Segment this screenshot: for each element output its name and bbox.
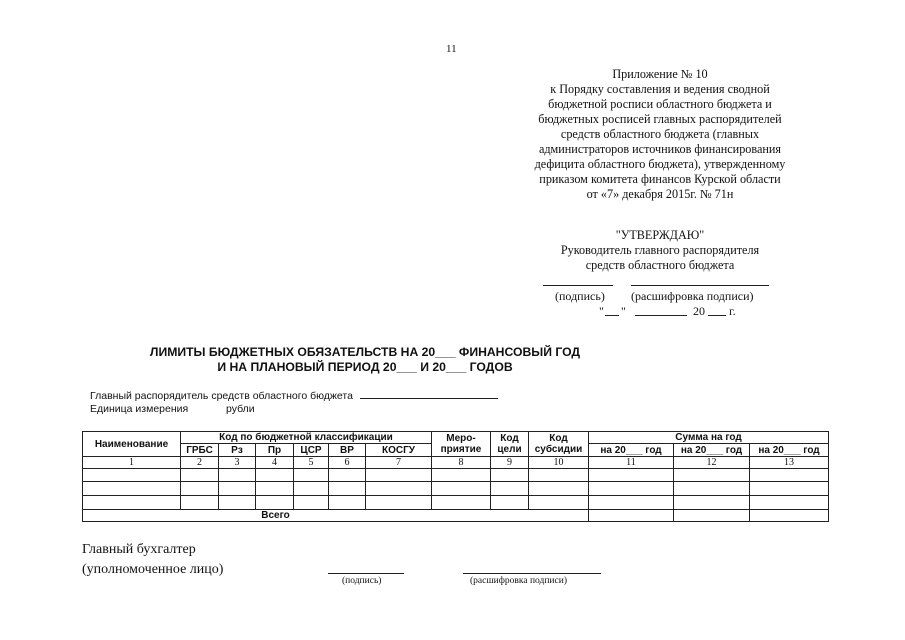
- header-event-line: приятие: [440, 444, 482, 455]
- table-cell: [674, 469, 750, 482]
- table-cell: [83, 496, 181, 510]
- column-number: 5: [294, 457, 329, 469]
- table-cell: [750, 482, 829, 496]
- decode-line: [631, 285, 769, 286]
- footer-signature-line: [328, 573, 404, 574]
- header-rz: Рз: [219, 444, 256, 457]
- limits-table: [82, 431, 829, 522]
- signature-line: [543, 285, 613, 286]
- header-event-line: Меро-: [446, 433, 476, 444]
- header-vr: ВР: [329, 444, 366, 457]
- manager-fill-line: [360, 390, 498, 399]
- header-kosgu: КОСГУ: [366, 444, 432, 457]
- table-cell: [329, 496, 366, 510]
- unit-value: рубли: [226, 403, 255, 415]
- table-cell: [219, 482, 256, 496]
- header-classification: Код по бюджетной классификации: [181, 432, 432, 444]
- table-cell: [589, 469, 674, 482]
- table-cell: [432, 496, 491, 510]
- column-number: 2: [181, 457, 219, 469]
- table-cell: [329, 482, 366, 496]
- table-cell: [366, 496, 432, 510]
- manager-row: [90, 390, 498, 403]
- table-cell: [750, 496, 829, 510]
- appendix-line: дефицита областного бюджета), утвержденному: [534, 157, 786, 171]
- column-number: 13: [750, 457, 829, 469]
- table-cell: [674, 510, 750, 522]
- footer-decode-label: (расшифровка подписи): [470, 576, 567, 586]
- appendix-line: бюджетной росписи областного бюджета и: [548, 97, 772, 111]
- table-cell: [432, 482, 491, 496]
- table-cell: [529, 496, 589, 510]
- unit-row: [90, 403, 498, 416]
- column-number: 12: [674, 457, 750, 469]
- table-cell: [750, 510, 829, 522]
- approval-stamp: "УТВЕРЖДАЮ": [615, 228, 705, 242]
- table-cell: [432, 469, 491, 482]
- header-goal: [491, 432, 529, 457]
- column-number: 1: [83, 457, 181, 469]
- column-number: 3: [219, 457, 256, 469]
- header-year-2: на 20___ год: [674, 444, 750, 457]
- footer-line: Главный бухгалтер: [82, 542, 196, 557]
- date-year-line: [708, 315, 726, 316]
- column-number: 6: [329, 457, 366, 469]
- approval-line: Руководитель главного распорядителя: [560, 243, 760, 257]
- header-csr: ЦСР: [294, 444, 329, 457]
- table-cell: [674, 482, 750, 496]
- table-cell: [589, 510, 674, 522]
- table-cell: [750, 469, 829, 482]
- footer-block: [82, 540, 223, 580]
- column-number: 7: [366, 457, 432, 469]
- table-cell: [219, 469, 256, 482]
- header-row: [83, 432, 829, 444]
- table-cell: [529, 469, 589, 482]
- total-row: [83, 510, 829, 522]
- date-month-line: [635, 315, 687, 316]
- header-sum: Сумма на год: [589, 432, 829, 444]
- manager-label: Главный распорядитель средств областного бюджета: [90, 390, 353, 402]
- table-cell: [674, 496, 750, 510]
- table-cell: [256, 496, 294, 510]
- meta-block: [90, 390, 498, 416]
- title-line: И НА ПЛАНОВЫЙ ПЕРИОД 20___ И 20___ ГОДОВ: [217, 360, 513, 374]
- table-cell: [181, 469, 219, 482]
- header-name: Наименование: [83, 432, 181, 457]
- appendix-block: [530, 67, 790, 202]
- table-cell: [491, 482, 529, 496]
- footer-line: (уполномоченное лицо): [82, 562, 224, 577]
- date-year-suffix: г.: [729, 304, 736, 318]
- date-quote-close: ": [621, 304, 626, 318]
- signature-label: (подпись): [555, 289, 605, 303]
- column-number-row: [83, 457, 829, 469]
- header-year-1: на 20___ год: [589, 444, 674, 457]
- table-cell: [529, 482, 589, 496]
- column-number: 8: [432, 457, 491, 469]
- table-row: [83, 496, 829, 510]
- column-number: 9: [491, 457, 529, 469]
- footer-decode-line: [463, 573, 601, 574]
- table-cell: [256, 469, 294, 482]
- footer-signature-area: [320, 570, 620, 595]
- table-cell: [181, 496, 219, 510]
- table-row: [83, 482, 829, 496]
- header-subsidy-line: субсидии: [534, 444, 583, 455]
- appendix-line: от «7» декабря 2015г. № 71н: [586, 187, 734, 201]
- table-cell: [294, 469, 329, 482]
- approval-block: [530, 228, 790, 273]
- column-number: 4: [256, 457, 294, 469]
- appendix-line: приказом комитета финансов Курской области: [539, 172, 781, 186]
- appendix-line: к Порядку составления и ведения сводной: [550, 82, 770, 96]
- footer-signature-label: (подпись): [342, 576, 382, 586]
- table-cell: [366, 469, 432, 482]
- table-cell: [219, 496, 256, 510]
- table-cell: [294, 482, 329, 496]
- table-cell: [366, 482, 432, 496]
- header-grbs: ГРБС: [181, 444, 219, 457]
- table-cell: [181, 482, 219, 496]
- header-goal-line: цели: [497, 444, 522, 455]
- header-event: [432, 432, 491, 457]
- table-cell: [329, 469, 366, 482]
- appendix-line: средств областного бюджета (главных: [560, 127, 760, 141]
- header-subsidy-line: Код: [549, 433, 568, 444]
- page-number: 11: [446, 43, 457, 55]
- column-number: 10: [529, 457, 589, 469]
- appendix-line: Приложение № 10: [612, 67, 708, 81]
- table-cell: [589, 482, 674, 496]
- approval-signature-area: [543, 277, 773, 327]
- header-year-3: на 20___ год: [750, 444, 829, 457]
- table-cell: [589, 496, 674, 510]
- table-cell: [491, 469, 529, 482]
- unit-label: Единица измерения: [90, 403, 189, 415]
- title-line: ЛИМИТЫ БЮДЖЕТНЫХ ОБЯЗАТЕЛЬСТВ НА 20___ ФИНАНСОВЫЙ ГОД: [149, 345, 581, 359]
- date-day-line: [605, 315, 619, 316]
- header-pr: Пр: [256, 444, 294, 457]
- header-subsidy: [529, 432, 589, 457]
- date-year-prefix: 20: [693, 304, 705, 318]
- appendix-line: администраторов источников финансирования: [538, 142, 782, 156]
- table-row: [83, 469, 829, 482]
- table-cell: [83, 482, 181, 496]
- table-cell: [491, 496, 529, 510]
- column-number: 11: [589, 457, 674, 469]
- appendix-line: бюджетных росписей главных распорядителей: [538, 112, 782, 126]
- approval-line: средств областного бюджета: [585, 258, 735, 272]
- table-cell: [294, 496, 329, 510]
- date-quote-open: ": [599, 304, 604, 318]
- header-goal-line: Код: [500, 433, 519, 444]
- document-title: [100, 345, 630, 375]
- decode-label: (расшифровка подписи): [631, 289, 754, 303]
- table-cell: [83, 469, 181, 482]
- table-cell: [256, 482, 294, 496]
- total-label: Всего: [83, 510, 589, 522]
